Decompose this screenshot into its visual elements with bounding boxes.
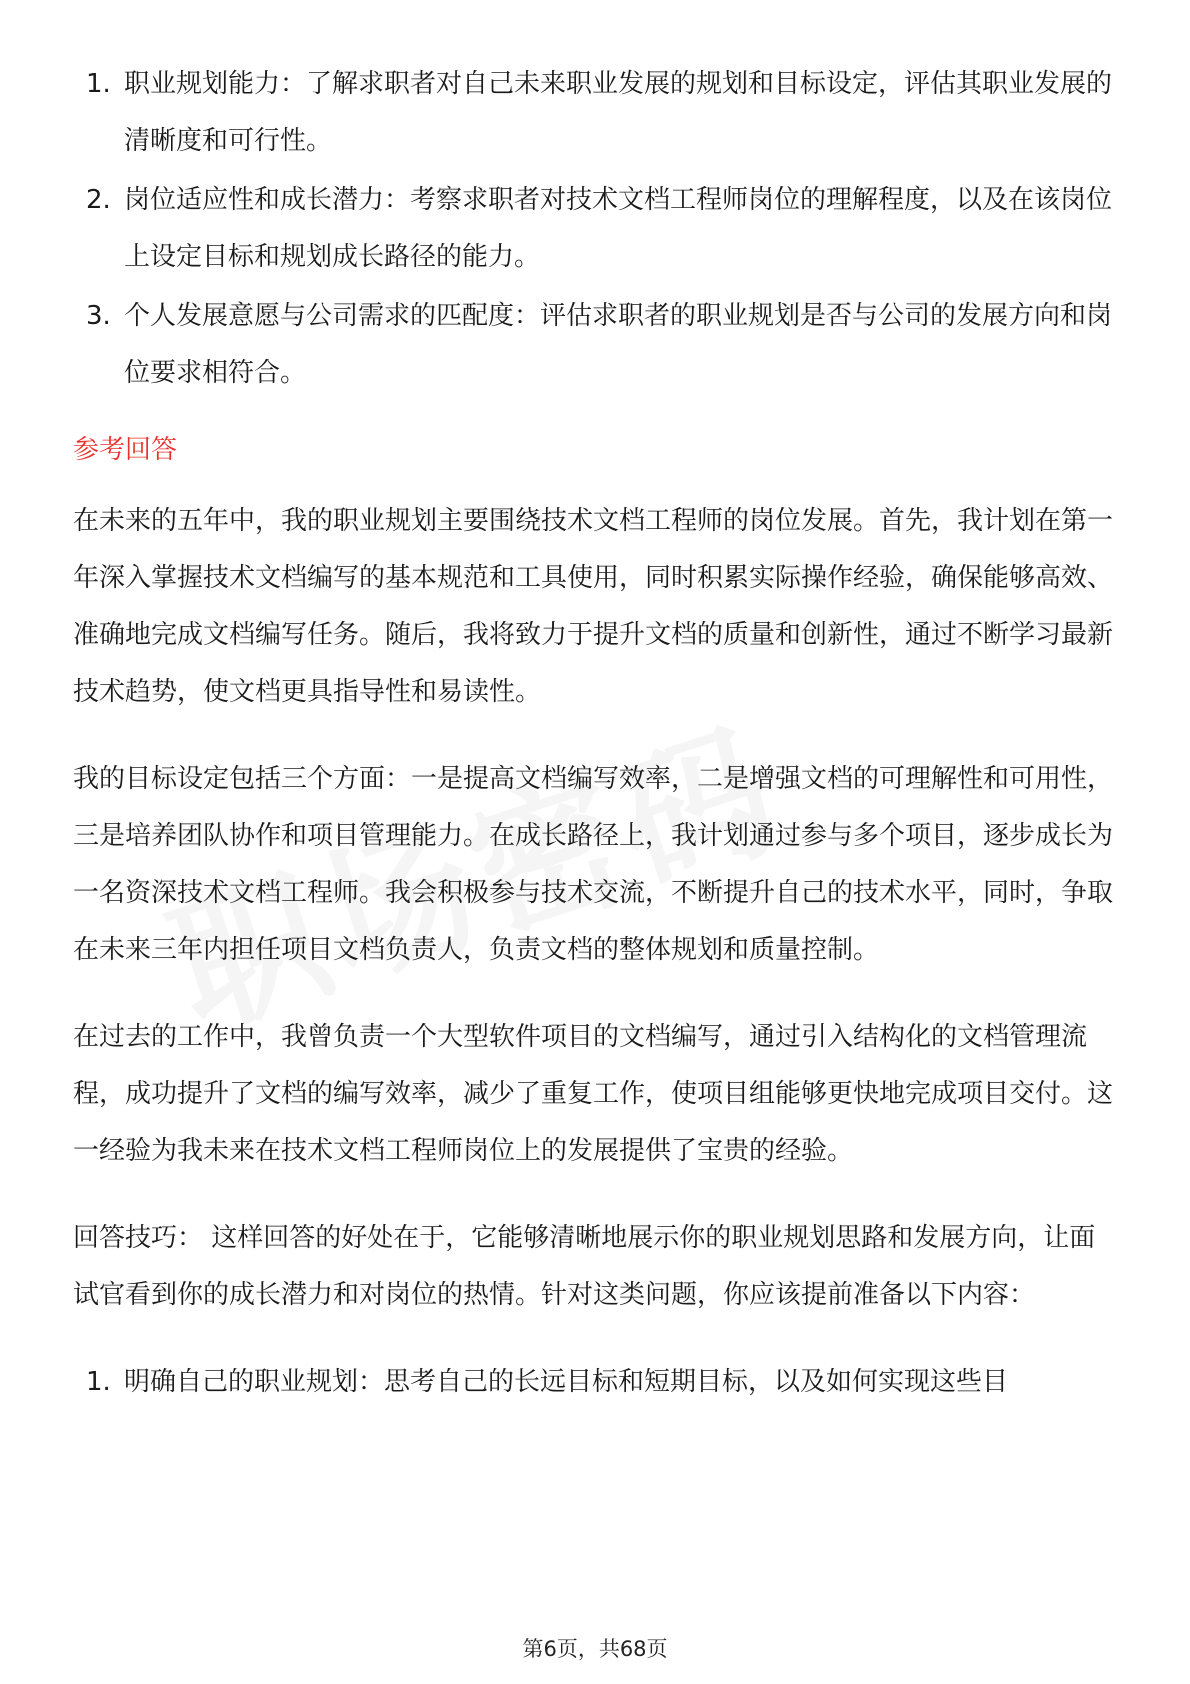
document-body (73, 56, 1118, 1413)
list-number: 3. (86, 301, 111, 331)
list-item (73, 288, 1118, 402)
list-item-text: 个人发展意愿与公司需求的匹配度：评估求职者的职业规划是否与公司的发展方向和岗位要求相符合。 (124, 301, 1113, 388)
tips-paragraph: 回答技巧： 这样回答的好处在于，它能够清晰地展示你的职业规划思路和发展方向，让面试官看到你的成长潜力和对岗位的热情。针对这类问题，你应该提前准备以下内容： (73, 1223, 1096, 1310)
list-number: 1. (86, 1367, 111, 1397)
list-item-text: 明确自己的职业规划：思考自己的长远目标和短期目标，以及如何实现这些目 (124, 1367, 1009, 1397)
tips-list (73, 1354, 1118, 1411)
list-number: 1. (86, 69, 111, 99)
page-footer: 第6页，共68页 (522, 1637, 668, 1661)
criteria-list (73, 56, 1118, 402)
answer-paragraph: 在过去的工作中，我曾负责一个大型软件项目的文档编写，通过引入结构化的文档管理流程，成功提升了文档的编写效率，减少了重复工作，使项目组能够更快地完成项目交付。这一经验为我未来在技术文档工程师岗位上的发展提供了宝贵的经验。 (73, 1022, 1114, 1166)
section-heading: 参考回答 (73, 435, 178, 465)
list-item (73, 172, 1118, 286)
list-item (73, 56, 1118, 170)
list-item (73, 1354, 1118, 1411)
list-item-text: 职业规划能力：了解求职者对自己未来职业发展的规划和目标设定，评估其职业发展的清晰度和可行性。 (124, 69, 1113, 156)
list-item-text: 岗位适应性和成长潜力：考察求职者对技术文档工程师岗位的理解程度，以及在该岗位上设定目标和规划成长路径的能力。 (124, 185, 1113, 272)
answer-paragraph: 我的目标设定包括三个方面：一是提高文档编写效率，二是增强文档的可理解性和可用性，三是培养团队协作和项目管理能力。在成长路径上，我计划通过参与多个项目，逐步成长为一名资深技术文档工程师。我会积极参与技术交流，不断提升自己的技术水平，同时，争取在未来三年内担任项目文档负责人，负责文档的整体规划和质量控制。 (73, 764, 1114, 965)
answer-paragraph: 在未来的五年中，我的职业规划主要围绕技术文档工程师的岗位发展。首先，我计划在第一年深入掌握技术文档编写的基本规范和工具使用，同时积累实际操作经验，确保能够高效、准确地完成文档编写任务。随后，我将致力于提升文档的质量和创新性，通过不断学习最新技术趋势，使文档更具指导性和易读性。 (73, 506, 1114, 707)
list-number: 2. (86, 185, 111, 215)
